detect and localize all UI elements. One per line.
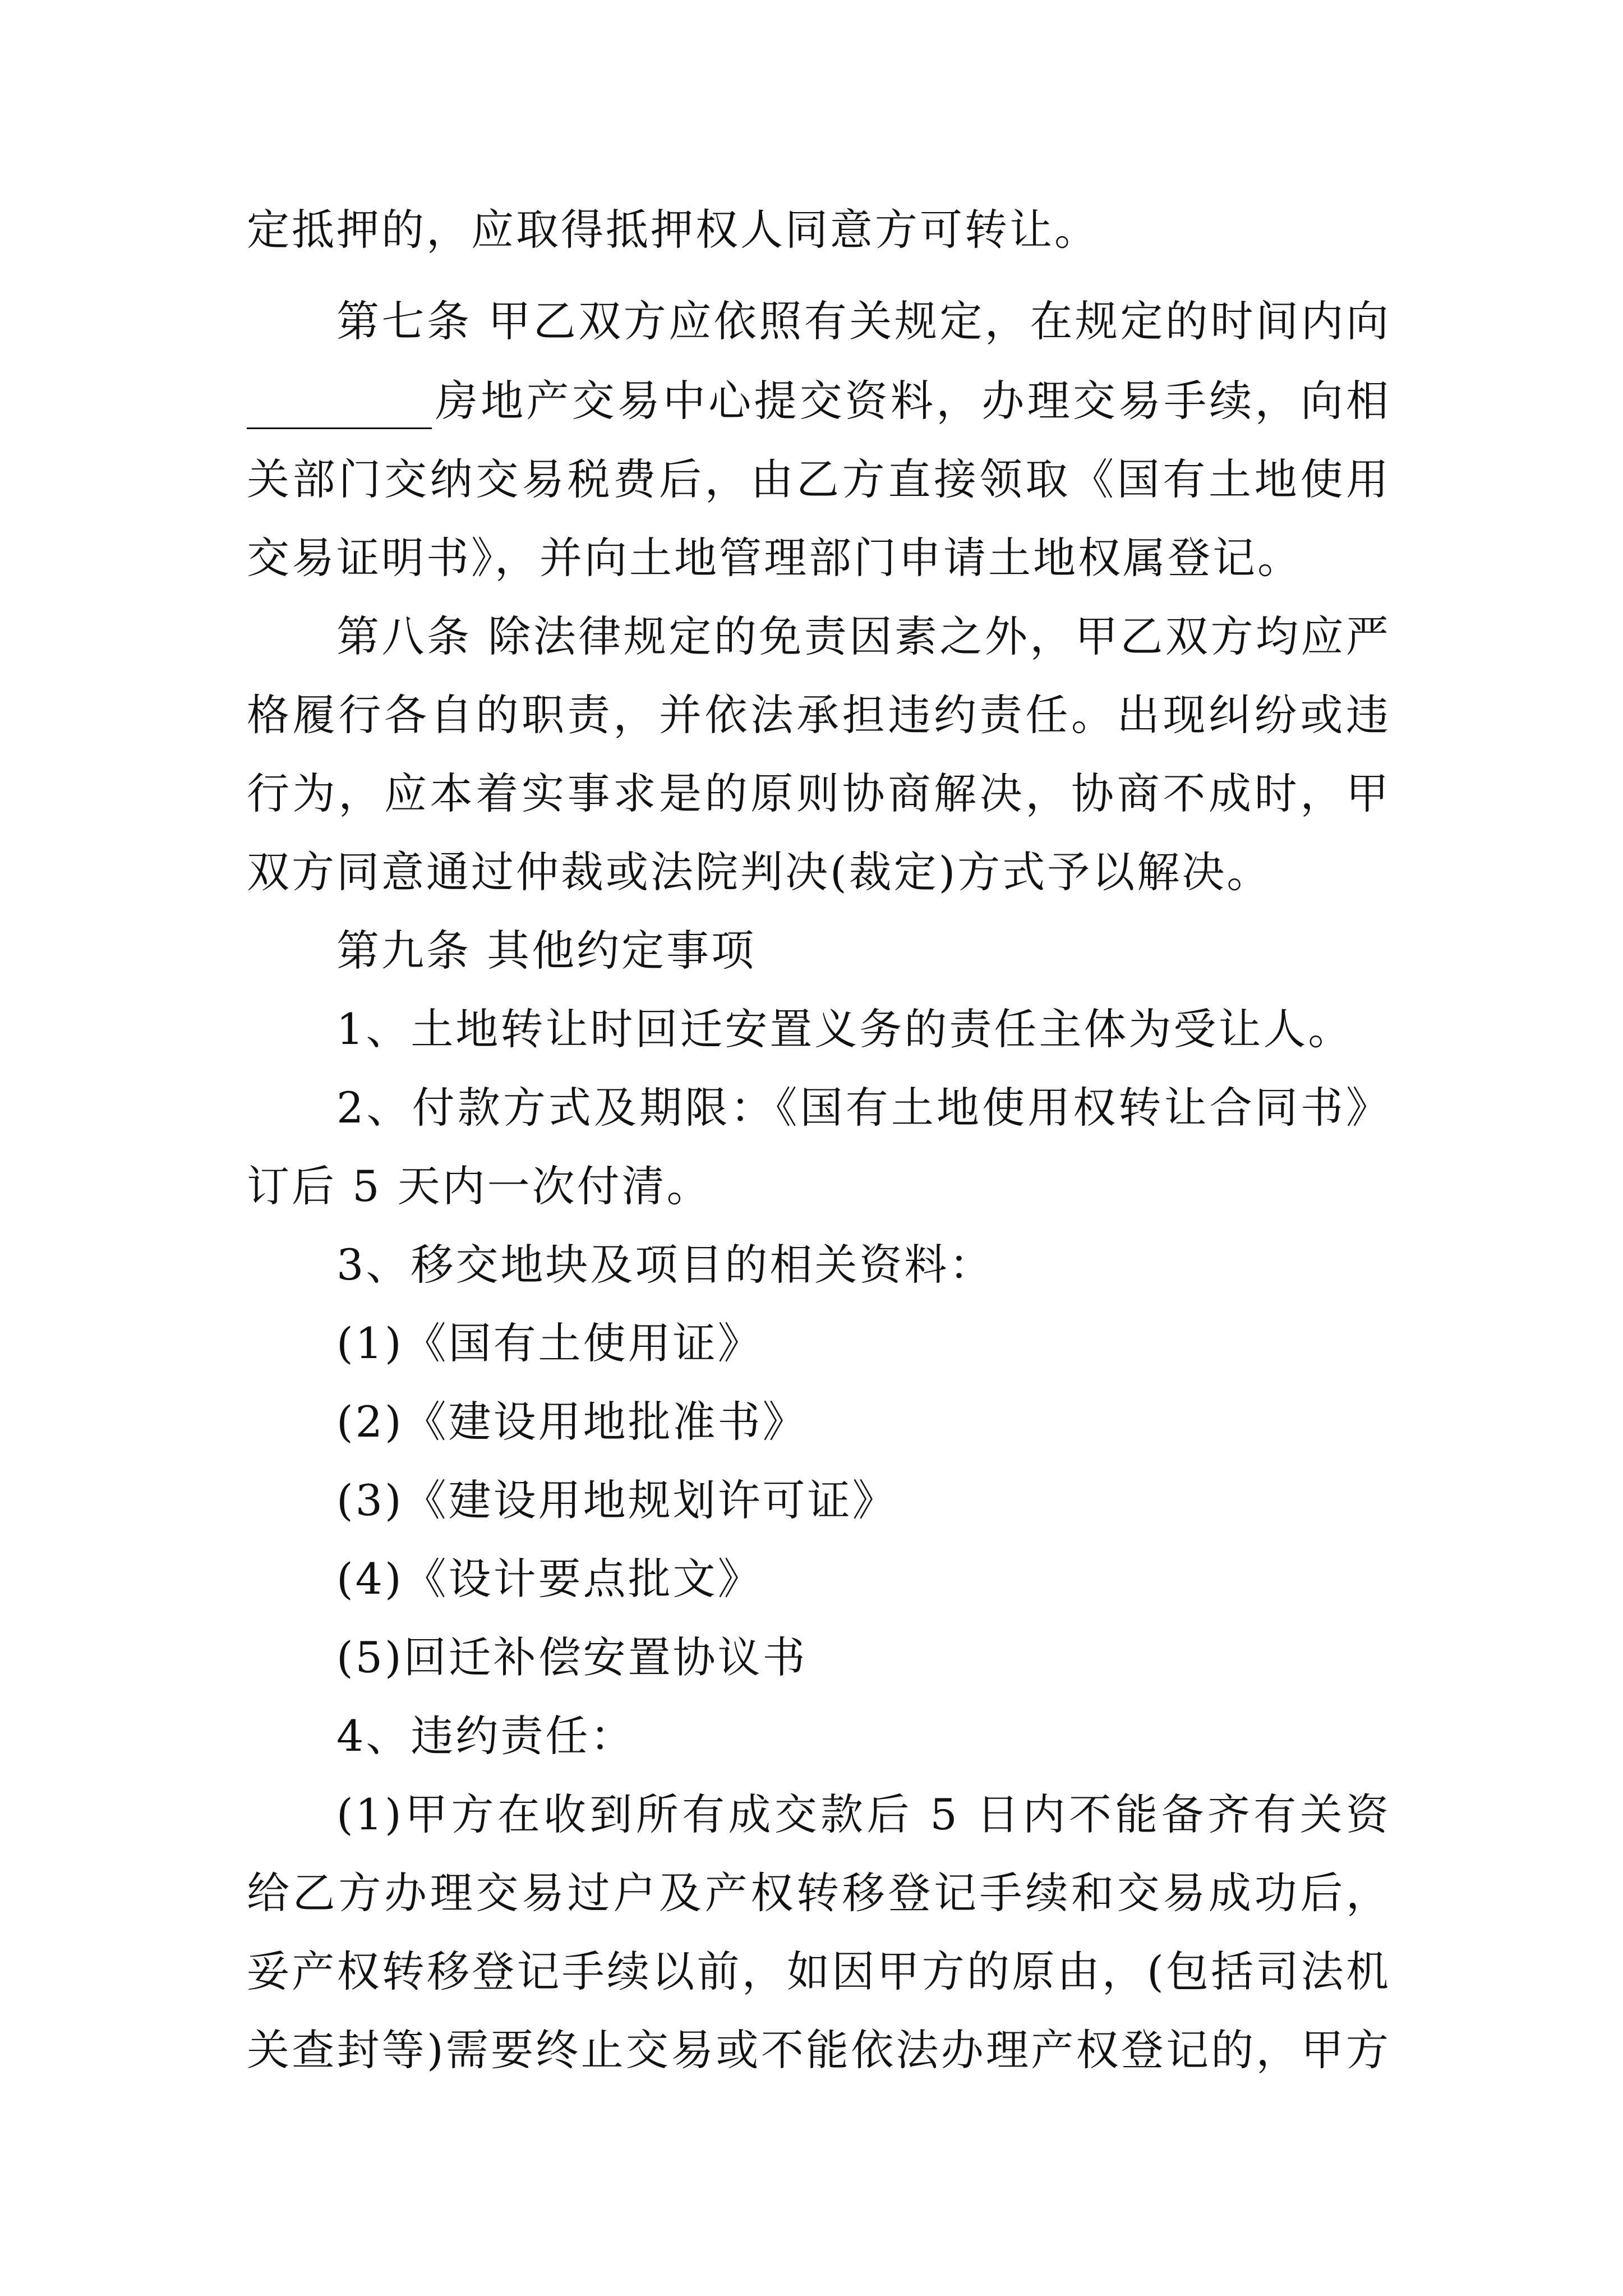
fill-in-blank — [247, 387, 432, 429]
text-line: 双方同意通过仲裁或法院判决(裁定)方式予以解决。 — [247, 847, 1272, 897]
list-item: 1、土地转让时回迁安置义务的责任主体为受让人。 — [336, 1004, 1353, 1054]
text-line: 格履行各自的职责，并依法承担违约责任。出现纠纷或违 — [247, 690, 1391, 740]
text-line: 行为，应本着实事求是的原则协商解决，协商不成时，甲 — [247, 769, 1391, 818]
text-line: 给乙方办理交易过户及产权转移登记手续和交易成功后， — [247, 1868, 1391, 1918]
text-line: 关查封等)需要终止交易或不能依法办理产权登记的，甲方 — [247, 2025, 1391, 2075]
text-line: 关部门交纳交易税费后，由乙方直接领取《国有土地使用 — [247, 454, 1391, 504]
list-item: (4)《设计要点批文》 — [336, 1554, 763, 1604]
list-item: 2、付款方式及期限：《国有土地使用权转让合同书》 — [336, 1083, 1391, 1133]
text-line: 房地产交易中心提交资料，办理交易手续，向相 — [435, 376, 1391, 426]
list-item: (2)《建设用地批准书》 — [336, 1397, 808, 1447]
text-line: 交易证明书》，并向土地管理部门申请土地权属登记。 — [247, 533, 1302, 583]
list-item: 3、移交地块及项目的相关资料： — [336, 1240, 994, 1290]
article-7-heading-line: 第七条 甲乙双方应依照有关规定，在规定的时间内向 — [336, 296, 1391, 346]
text-line: 订后 5 天内一次付清。 — [247, 1161, 712, 1211]
list-item: (5)回迁补偿安置协议书 — [336, 1632, 808, 1682]
text-line: 妥产权转移登记手续以前，如因甲方的原由，(包括司法机 — [247, 1947, 1391, 1996]
article-9-heading: 第九条 其他约定事项 — [336, 926, 757, 976]
article-8-heading-line: 第八条 除法律规定的免责因素之外，甲乙双方均应严 — [336, 611, 1391, 661]
list-item: (3)《建设用地规划许可证》 — [336, 1475, 897, 1525]
list-item: (1)《国有土使用证》 — [336, 1318, 763, 1368]
text-line-with-blank — [247, 373, 1391, 429]
list-item: 4、违约责任： — [336, 1711, 635, 1761]
list-item: (1)甲方在收到所有成交款后 5 日内不能备齐有关资 — [336, 1789, 1391, 1839]
text-line: 定抵押的，应取得抵押权人同意方可转让。 — [247, 205, 1099, 255]
